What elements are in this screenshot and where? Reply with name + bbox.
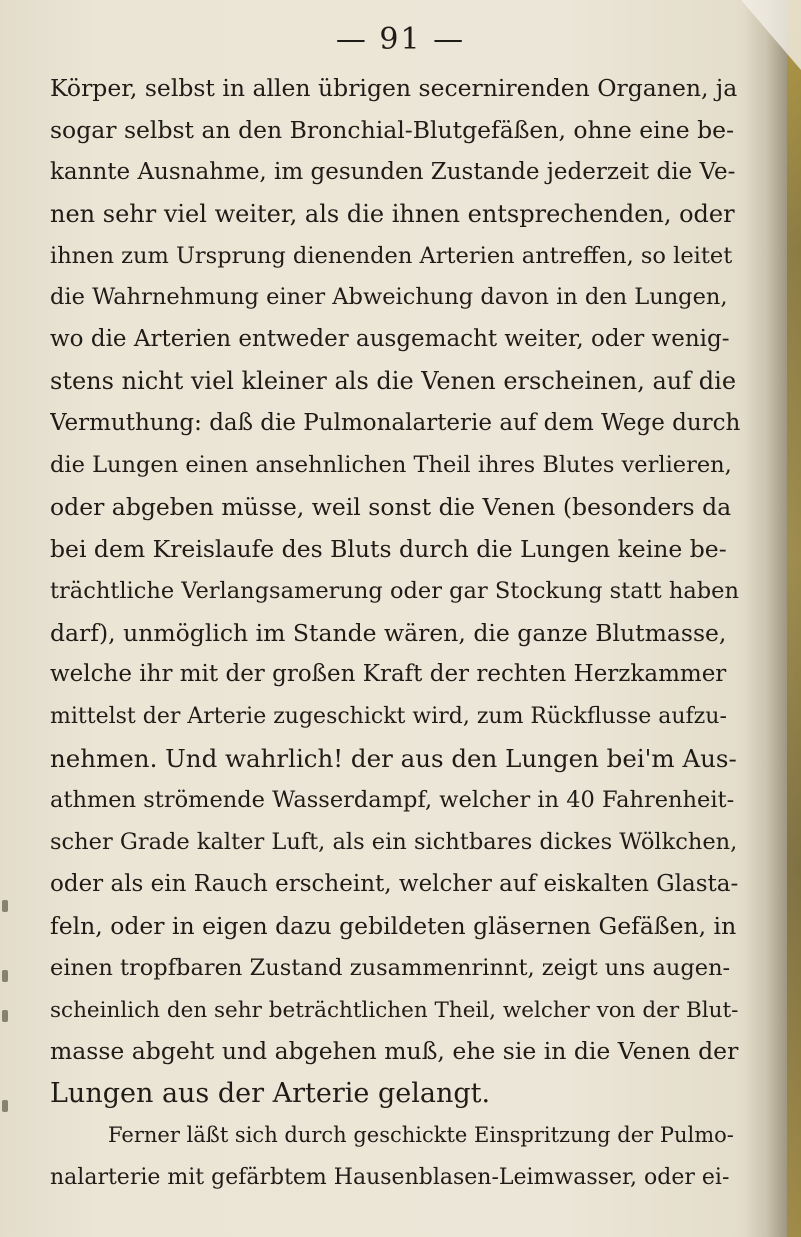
text-line: sogar selbst an den Bronchial-Blutgefäßen, ohne eine be- — [50, 115, 735, 144]
text-line: wo die Arterien entweder ausgemacht weiter, oder wenig- — [50, 326, 730, 353]
text-line: oder als ein Rauch erscheint, welcher auf eiskalten Glasta- — [50, 870, 739, 897]
text-line: Körper, selbst in allen übrigen secernirenden Organen, ja — [50, 74, 738, 102]
body-text — [50, 68, 740, 1199]
text-line: scheinlich den sehr beträchtlichen Theil, welcher von der Blut- — [50, 997, 739, 1023]
text-line: ihnen zum Ursprung dienenden Arterien antreffen, so leitet — [50, 242, 733, 269]
text-line: oder abgeben müsse, weil sonst die Venen (besonders da — [50, 492, 732, 521]
text-line: Ferner läßt sich durch geschickte Einspritzung der Pulmo- — [108, 1123, 734, 1148]
margin-mark — [2, 900, 8, 912]
text-line: einen tropfbaren Zustand zusammenrinnt, zeigt uns augen- — [50, 954, 731, 981]
text-line: stens nicht viel kleiner als die Venen erscheinen, auf die — [50, 367, 737, 396]
margin-mark — [2, 970, 8, 982]
text-line: masse abgeht und abgehen muß, ehe sie in die Venen der — [50, 1037, 739, 1066]
text-line: nehmen. Und wahrlich! der aus den Lungen bei'm Aus- — [50, 744, 737, 774]
margin-mark — [2, 1010, 8, 1022]
text-line: darf), unmöglich im Stande wären, die ganze Blutmasse, — [50, 618, 727, 647]
text-line: bei dem Kreislaufe des Bluts durch die Lungen keine be- — [50, 534, 727, 563]
text-line: die Lungen einen ansehnlichen Theil ihres Blutes verlieren, — [50, 452, 732, 479]
page-number-header: — 91 — — [335, 22, 466, 57]
left-margin-marks — [0, 0, 14, 1237]
text-line: Lungen aus der Arterie gelangt. — [50, 1078, 491, 1110]
margin-mark — [2, 1100, 8, 1112]
binding-edge — [787, 0, 801, 1237]
text-line: feln, oder in eigen dazu gebildeten gläsernen Gefäßen, in — [50, 911, 737, 940]
text-line: mittelst der Arterie zugeschickt wird, zum Rückflusse aufzu- — [50, 704, 727, 730]
text-line: scher Grade kalter Luft, als ein sichtbares dickes Wölkchen, — [50, 829, 738, 856]
text-line: trächtliche Verlangsamerung oder gar Stockung statt haben — [50, 577, 739, 604]
text-line: nen sehr viel weiter, als die ihnen entsprechenden, oder — [50, 199, 735, 228]
text-line: athmen strömende Wasserdampf, welcher in 40 Fahrenheit- — [50, 787, 735, 814]
text-line: kannte Ausnahme, im gesunden Zustande jederzeit die Ve- — [50, 158, 736, 185]
text-line: Vermuthung: daß die Pulmonalarterie auf dem Wege durch — [50, 410, 740, 437]
text-line: nalarterie mit gefärbtem Hausenblasen-Leimwasser, oder ei- — [50, 1165, 730, 1191]
text-line: welche ihr mit der großen Kraft der rechten Herzkammer — [50, 661, 727, 688]
text-line: die Wahrnehmung einer Abweichung davon in den Lungen, — [50, 284, 728, 311]
